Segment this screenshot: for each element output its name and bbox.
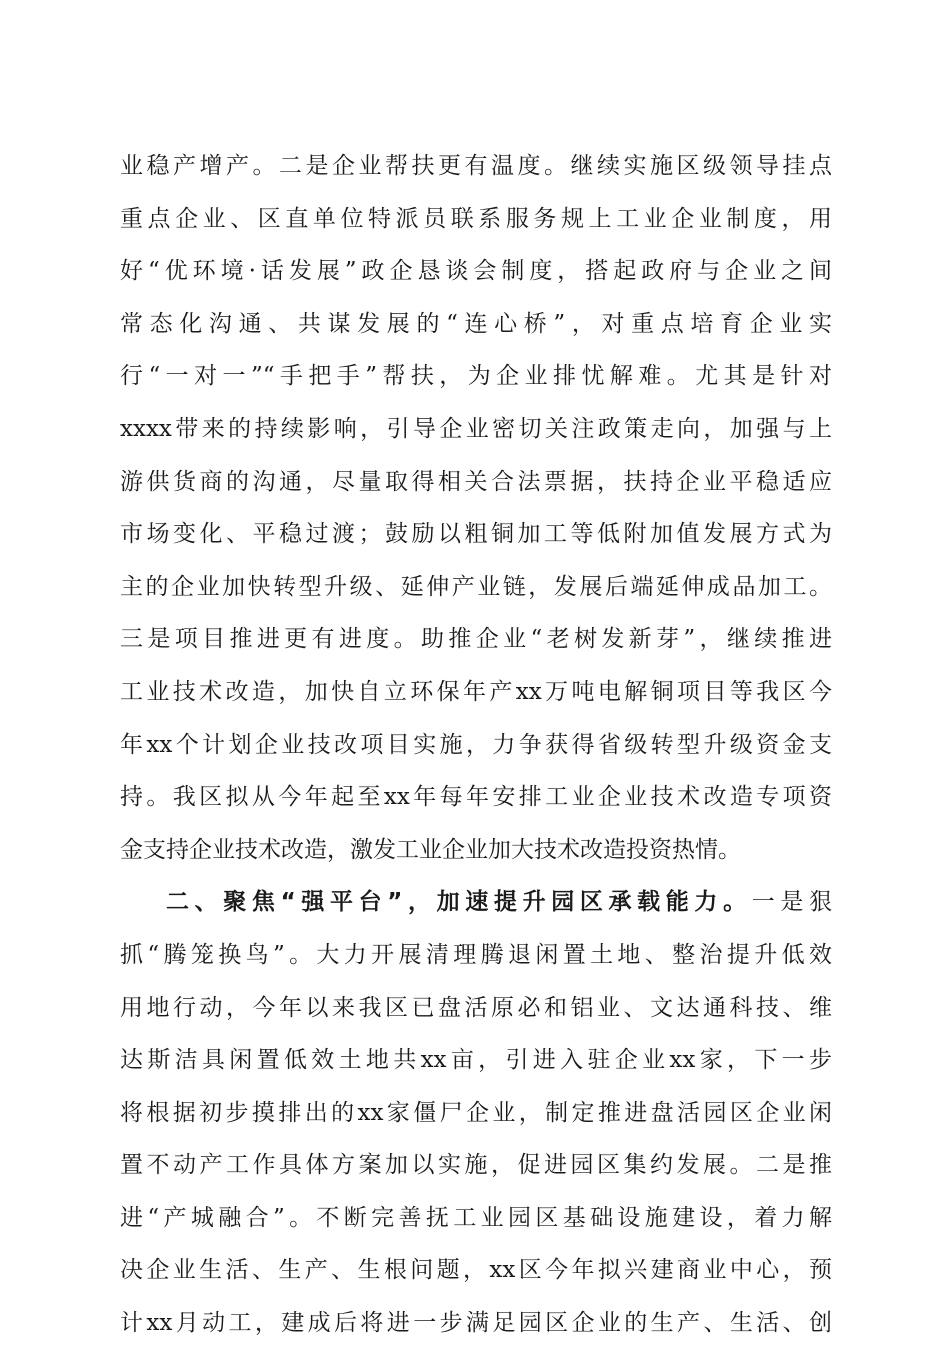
section-heading: 二、聚焦“强平台”，加速提升园区承载能力。	[166, 889, 752, 916]
document-body	[120, 140, 832, 1350]
text-line: 主的企业加快转型升级、延伸产业链，发展后端延伸成品加工。	[120, 573, 832, 600]
text-line: 重点企业、区直单位特派员联系服务规上工业企业制度，用	[120, 205, 832, 232]
text-line: 抓“腾笼换鸟”。大力开展清理腾退闲置土地、整治提升低效	[120, 941, 832, 968]
text-line: 年xx个计划企业技改项目实施，力争获得省级转型升级资金支	[120, 731, 832, 758]
text-line: 游供货商的沟通，尽量取得相关合法票据，扶持企业平稳适应	[120, 468, 832, 495]
text-line: 业稳产增产。二是企业帮扶更有温度。继续实施区级领导挂点	[120, 153, 832, 179]
text-line: 进“产城融合”。不断完善抚工业园区基础设施建设，着力解	[120, 1204, 832, 1231]
section-heading-line	[120, 876, 832, 929]
text-line: 将根据初步摸排出的xx家僵尸企业，制定推进盘活园区企业闲	[120, 1099, 832, 1126]
text-line: 持。我区拟从今年起至xx年每年安排工业企业技术改造专项资	[120, 784, 832, 811]
section-heading-continuation: 一是狠	[751, 889, 832, 916]
text-line: 好“优环境·话发展”政企恳谈会制度，搭起政府与企业之间	[120, 258, 832, 285]
text-line: 达斯洁具闲置低效土地共xx亩，引进入驻企业xx家，下一步	[120, 1047, 832, 1074]
text-line: xxxx带来的持续影响，引导企业密切关注政策走向，加强与上	[120, 415, 832, 442]
text-line: 工业技术改造，加快自立环保年产xx万吨电解铜项目等我区今	[120, 678, 832, 705]
text-line: 决企业生活、生产、生根问题，xx区今年拟兴建商业中心，预	[120, 1257, 832, 1284]
text-line: 置不动产工作具体方案加以实施，促进园区集约发展。二是推	[120, 1152, 832, 1179]
text-line: 用地行动，今年以来我区已盘活原必和铝业、文达通科技、维	[120, 994, 832, 1021]
text-line: 行“一对一”“手把手”帮扶，为企业排忧解难。尤其是针对	[120, 363, 832, 390]
text-line: 计xx月动工，建成后将进一步满足园区企业的生产、生活、创	[120, 1310, 832, 1337]
text-line: 常态化沟通、共谋发展的“连心桥”，对重点培育企业实	[120, 310, 832, 337]
text-line: 三是项目推进更有进度。助推企业“老树发新芽”，继续推进	[120, 626, 832, 653]
text-line: 市场变化、平稳过渡；鼓励以粗铜加工等低附加值发展方式为	[120, 521, 832, 548]
text-line: 金支持企业技术改造，激发工业企业加大技术改造投资热情。	[120, 836, 741, 863]
